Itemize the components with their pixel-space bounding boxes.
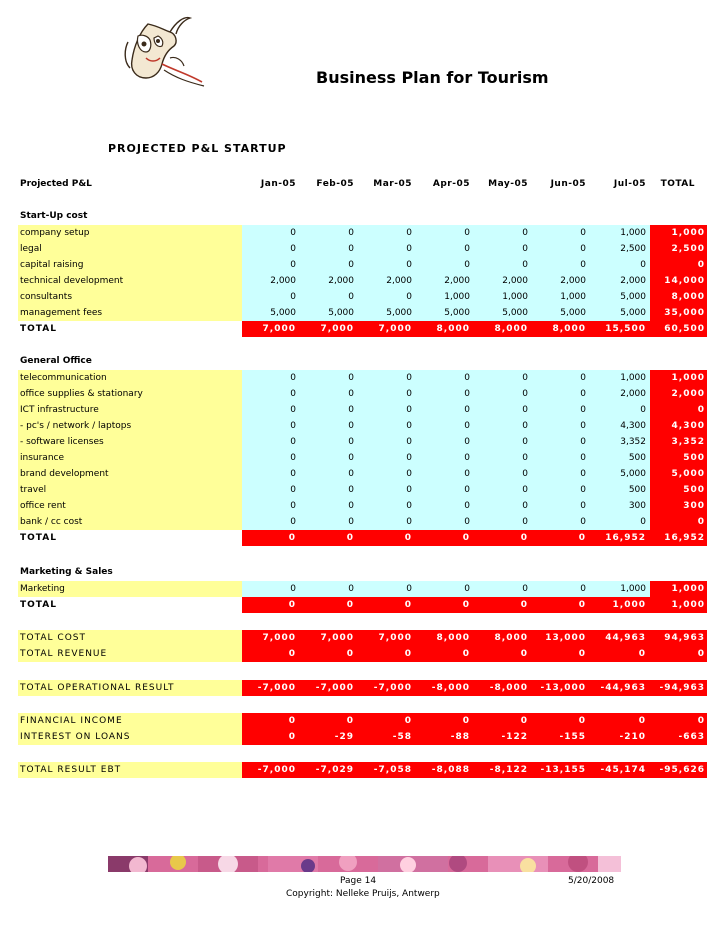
month-value: 0 [474,713,532,729]
month-value: 0 [580,421,586,431]
month-value: 0 [290,453,296,463]
month-value: 0 [580,485,586,495]
row-total: 4,300 [650,418,707,434]
header-label: Projected P&L [20,179,92,189]
table-row [18,514,707,530]
month-value: 7,000 [242,321,300,337]
row-label: office rent [18,498,242,514]
month-value: 0 [348,469,354,479]
month-value: 4,300 [620,421,646,431]
row-total: 500 [650,482,707,498]
month-value: 0 [474,597,532,613]
month-value: 1,000 [502,292,528,302]
header-month: Apr-05 [432,179,470,189]
month-value: -58 [358,729,416,745]
table-row [18,370,707,386]
month-value: 0 [290,292,296,302]
month-value: -45,174 [590,762,650,778]
month-value: 0 [406,244,412,254]
month-value: 0 [522,584,528,594]
month-value: 0 [348,453,354,463]
row-label: bank / cc cost [18,514,242,530]
month-value: 0 [580,453,586,463]
table-row [18,257,707,273]
month-value: 0 [348,405,354,415]
month-value: 0 [300,597,358,613]
row-total: -663 [650,729,707,745]
row-label: TOTAL OPERATIONAL RESULT [18,680,242,696]
month-value: 0 [522,485,528,495]
month-value: -7,029 [300,762,358,778]
month-value: 0 [464,469,470,479]
row-label: capital raising [18,257,242,273]
month-value: 0 [348,437,354,447]
month-value: 0 [290,405,296,415]
month-value: 8,000 [416,630,474,646]
month-value: -8,000 [474,680,532,696]
month-value: -155 [532,729,590,745]
summary-result-ebt [18,762,707,778]
row-label: TOTAL [20,533,57,543]
month-value: -7,000 [300,680,358,696]
month-value: 0 [242,646,300,662]
row-total: 2,000 [650,386,707,402]
row-total: 1,000 [650,581,707,597]
month-value: 0 [290,421,296,431]
row-label: TOTAL [20,324,57,334]
summary-total-cost [18,630,707,646]
row-label: telecommunication [18,370,242,386]
table-row [18,225,707,241]
month-value: 0 [580,260,586,270]
month-value: 8,000 [416,321,474,337]
month-value: 0 [522,437,528,447]
month-value: 0 [464,389,470,399]
month-value: -13,000 [532,680,590,696]
month-value: 0 [358,646,416,662]
month-value: 0 [464,405,470,415]
month-value: 0 [464,437,470,447]
row-label: FINANCIAL INCOME [18,713,242,729]
row-label: TOTAL REVENUE [18,646,242,662]
total-row-marketing [18,597,707,613]
month-value: -8,088 [416,762,474,778]
row-total: 0 [650,646,707,662]
row-total: 0 [650,713,707,729]
table-row [18,434,707,450]
month-value: 0 [290,373,296,383]
row-total: 5,000 [650,466,707,482]
month-value: 0 [532,597,590,613]
month-value: -7,000 [242,762,300,778]
month-value: 0 [590,713,650,729]
month-value: 0 [300,646,358,662]
table-row [18,289,707,305]
month-value: 0 [522,228,528,238]
row-total: 94,963 [650,630,707,646]
month-value: 0 [580,501,586,511]
month-value: 0 [300,713,358,729]
month-value: 2,500 [620,244,646,254]
month-value: 0 [532,646,590,662]
month-value: 0 [580,517,586,527]
month-value: 0 [640,517,646,527]
month-value: 0 [290,517,296,527]
month-value: 2,000 [620,389,646,399]
month-value: 0 [348,260,354,270]
month-value: -7,000 [242,680,300,696]
summary-interest-on-loans [18,729,707,745]
month-value: 0 [406,501,412,511]
month-value: 0 [406,292,412,302]
month-value: 0 [464,453,470,463]
month-value: 0 [640,260,646,270]
month-value: 7,000 [300,321,358,337]
document-title: Business Plan for Tourism [316,68,549,87]
row-label: office supplies & stationary [18,386,242,402]
month-value: 0 [290,469,296,479]
row-total: 300 [650,498,707,514]
month-value: 0 [242,713,300,729]
footer-copyright: Copyright: Nelleke Pruijs, Antwerp [286,889,440,899]
row-label: insurance [18,450,242,466]
month-value: 0 [406,517,412,527]
month-value: 0 [406,421,412,431]
month-value: 0 [348,501,354,511]
month-value: 0 [290,437,296,447]
month-value: 8,000 [474,321,532,337]
month-value: 0 [522,453,528,463]
row-total: 1,000 [650,370,707,386]
month-value: 5,000 [620,469,646,479]
month-value: 2,000 [620,276,646,286]
month-value: 8,000 [532,321,590,337]
row-total: 60,500 [650,321,707,337]
month-value: 0 [416,713,474,729]
header-month: Jun-05 [550,179,586,189]
month-value: 0 [416,646,474,662]
month-value: 0 [522,421,528,431]
month-value: 0 [348,517,354,527]
table-row [18,581,707,597]
month-value: 13,000 [532,630,590,646]
header-month: Feb-05 [316,179,354,189]
month-value: 0 [290,389,296,399]
row-label: INTEREST ON LOANS [18,729,242,745]
month-value: -8,000 [416,680,474,696]
month-value: 0 [290,244,296,254]
row-total: 14,000 [650,273,707,289]
month-value: 0 [580,244,586,254]
row-label: company setup [18,225,242,241]
header-month: Jul-05 [613,179,646,189]
table-row [18,305,707,321]
month-value: 0 [290,584,296,594]
summary-financial-income [18,713,707,729]
month-value: 0 [522,501,528,511]
header-total: TOTAL [660,179,695,189]
month-value: 0 [348,373,354,383]
month-value: 0 [522,517,528,527]
footer-date: 5/20/2008 [568,876,615,886]
month-value: 0 [242,530,300,546]
month-value: 3,352 [620,437,646,447]
month-value: 0 [242,597,300,613]
month-value: 2,000 [502,276,528,286]
month-value: 0 [464,584,470,594]
row-label: brand development [18,466,242,482]
month-value: 0 [300,530,358,546]
month-value: 0 [406,437,412,447]
table-row [18,386,707,402]
row-label: legal [18,241,242,257]
row-total: 0 [650,402,707,418]
month-value: 0 [290,485,296,495]
month-value: 1,000 [620,228,646,238]
table-row [18,241,707,257]
row-label: management fees [18,305,242,321]
month-value: 2,000 [386,276,412,286]
month-value: 0 [474,530,532,546]
month-value: 0 [532,530,590,546]
month-value: 0 [406,584,412,594]
table-row [18,466,707,482]
month-value: 1,000 [590,597,650,613]
month-value: 0 [522,389,528,399]
month-value: 5,000 [444,308,470,318]
month-value: 0 [464,373,470,383]
month-value: 5,000 [386,308,412,318]
month-value: 0 [464,260,470,270]
month-value: 5,000 [502,308,528,318]
month-value: 0 [406,485,412,495]
month-value: 500 [628,485,646,495]
month-value: 0 [290,501,296,511]
table-row [18,418,707,434]
month-value: 0 [522,244,528,254]
summary-total-revenue [18,646,707,662]
row-total: 0 [650,514,707,530]
month-value: 300 [628,501,646,511]
month-value: -44,963 [590,680,650,696]
total-row-general-office [18,530,707,546]
month-value: 0 [464,485,470,495]
row-total: 8,000 [650,289,707,305]
row-label: - pc's / network / laptops [18,418,242,434]
month-value: 16,952 [590,530,650,546]
month-value: -122 [474,729,532,745]
month-value: 0 [358,597,416,613]
month-value: 0 [522,469,528,479]
table-header [18,176,707,192]
month-value: 0 [406,405,412,415]
row-total: -95,626 [650,762,707,778]
row-label: TOTAL [20,600,57,610]
month-value: 0 [290,228,296,238]
month-value: 500 [628,453,646,463]
month-value: 0 [580,469,586,479]
row-label: travel [18,482,242,498]
month-value: 0 [522,373,528,383]
month-value: 1,000 [444,292,470,302]
month-value: 0 [348,389,354,399]
row-total: -94,963 [650,680,707,696]
table-row [18,450,707,466]
row-label: consultants [18,289,242,305]
month-value: 0 [580,389,586,399]
row-total: 1,000 [650,225,707,241]
month-value: 15,500 [590,321,650,337]
row-label: TOTAL RESULT EBT [18,762,242,778]
decorative-banner [108,856,621,872]
row-total: 2,500 [650,241,707,257]
month-value: 1,000 [560,292,586,302]
section-title: PROJECTED P&L STARTUP [108,142,287,155]
month-value: 0 [358,713,416,729]
month-value: 7,000 [358,321,416,337]
month-value: 0 [348,292,354,302]
month-value: 0 [580,405,586,415]
month-value: 0 [580,584,586,594]
summary-operational-result [18,680,707,696]
month-value: 0 [406,469,412,479]
month-value: -13,155 [532,762,590,778]
month-value: 44,963 [590,630,650,646]
month-value: 0 [348,584,354,594]
month-value: 0 [348,485,354,495]
row-label: technical development [18,273,242,289]
month-value: 0 [580,228,586,238]
month-value: 0 [464,421,470,431]
table-row [18,498,707,514]
month-value: 0 [406,260,412,270]
row-label: ICT infrastructure [18,402,242,418]
month-value: 0 [464,517,470,527]
month-value: 0 [348,228,354,238]
month-value: 7,000 [358,630,416,646]
table-row [18,273,707,289]
month-value: 0 [532,713,590,729]
month-value: 5,000 [620,292,646,302]
total-row-startup [18,321,707,337]
month-value: 5,000 [620,308,646,318]
month-value: 2,000 [270,276,296,286]
month-value: 0 [348,421,354,431]
month-value: 7,000 [242,630,300,646]
header-month: Jan-05 [260,179,296,189]
month-value: 0 [580,373,586,383]
section-heading-startup: Start-Up cost [20,211,88,221]
month-value: 0 [522,405,528,415]
month-value: 0 [416,597,474,613]
month-value: 5,000 [270,308,296,318]
table-row [18,482,707,498]
month-value: -210 [590,729,650,745]
month-value: 0 [580,437,586,447]
month-value: 0 [406,453,412,463]
row-total: 1,000 [650,597,707,613]
month-value: 0 [464,501,470,511]
month-value: 0 [242,729,300,745]
row-label: Marketing [18,581,242,597]
table-row [18,402,707,418]
month-value: 8,000 [474,630,532,646]
month-value: -8,122 [474,762,532,778]
header-month: Mar-05 [373,179,412,189]
month-value: 5,000 [560,308,586,318]
row-label: TOTAL COST [18,630,242,646]
section-heading-marketing: Marketing & Sales [20,567,113,577]
row-total: 35,000 [650,305,707,321]
month-value: 0 [640,405,646,415]
row-total: 500 [650,450,707,466]
month-value: 1,000 [620,584,646,594]
dog-logo-icon [118,12,208,92]
month-value: -7,000 [358,680,416,696]
month-value: 0 [464,244,470,254]
month-value: 0 [522,260,528,270]
month-value: 0 [406,228,412,238]
row-label: - software licenses [18,434,242,450]
month-value: 5,000 [328,308,354,318]
month-value: 0 [406,373,412,383]
month-value: 1,000 [620,373,646,383]
month-value: 2,000 [328,276,354,286]
month-value: -7,058 [358,762,416,778]
row-total: 0 [650,257,707,273]
month-value: 0 [590,646,650,662]
month-value: 0 [406,389,412,399]
section-heading-general-office: General Office [20,356,92,366]
month-value: 0 [416,530,474,546]
month-value: 0 [290,260,296,270]
header-month: May-05 [488,179,528,189]
row-total: 3,352 [650,434,707,450]
month-value: 0 [358,530,416,546]
month-value: 0 [474,646,532,662]
month-value: 0 [348,244,354,254]
month-value: -88 [416,729,474,745]
month-value: 2,000 [444,276,470,286]
month-value: 2,000 [560,276,586,286]
month-value: -29 [300,729,358,745]
month-value: 0 [464,228,470,238]
month-value: 7,000 [300,630,358,646]
footer-page-number: Page 14 [340,876,377,886]
row-total: 16,952 [650,530,707,546]
